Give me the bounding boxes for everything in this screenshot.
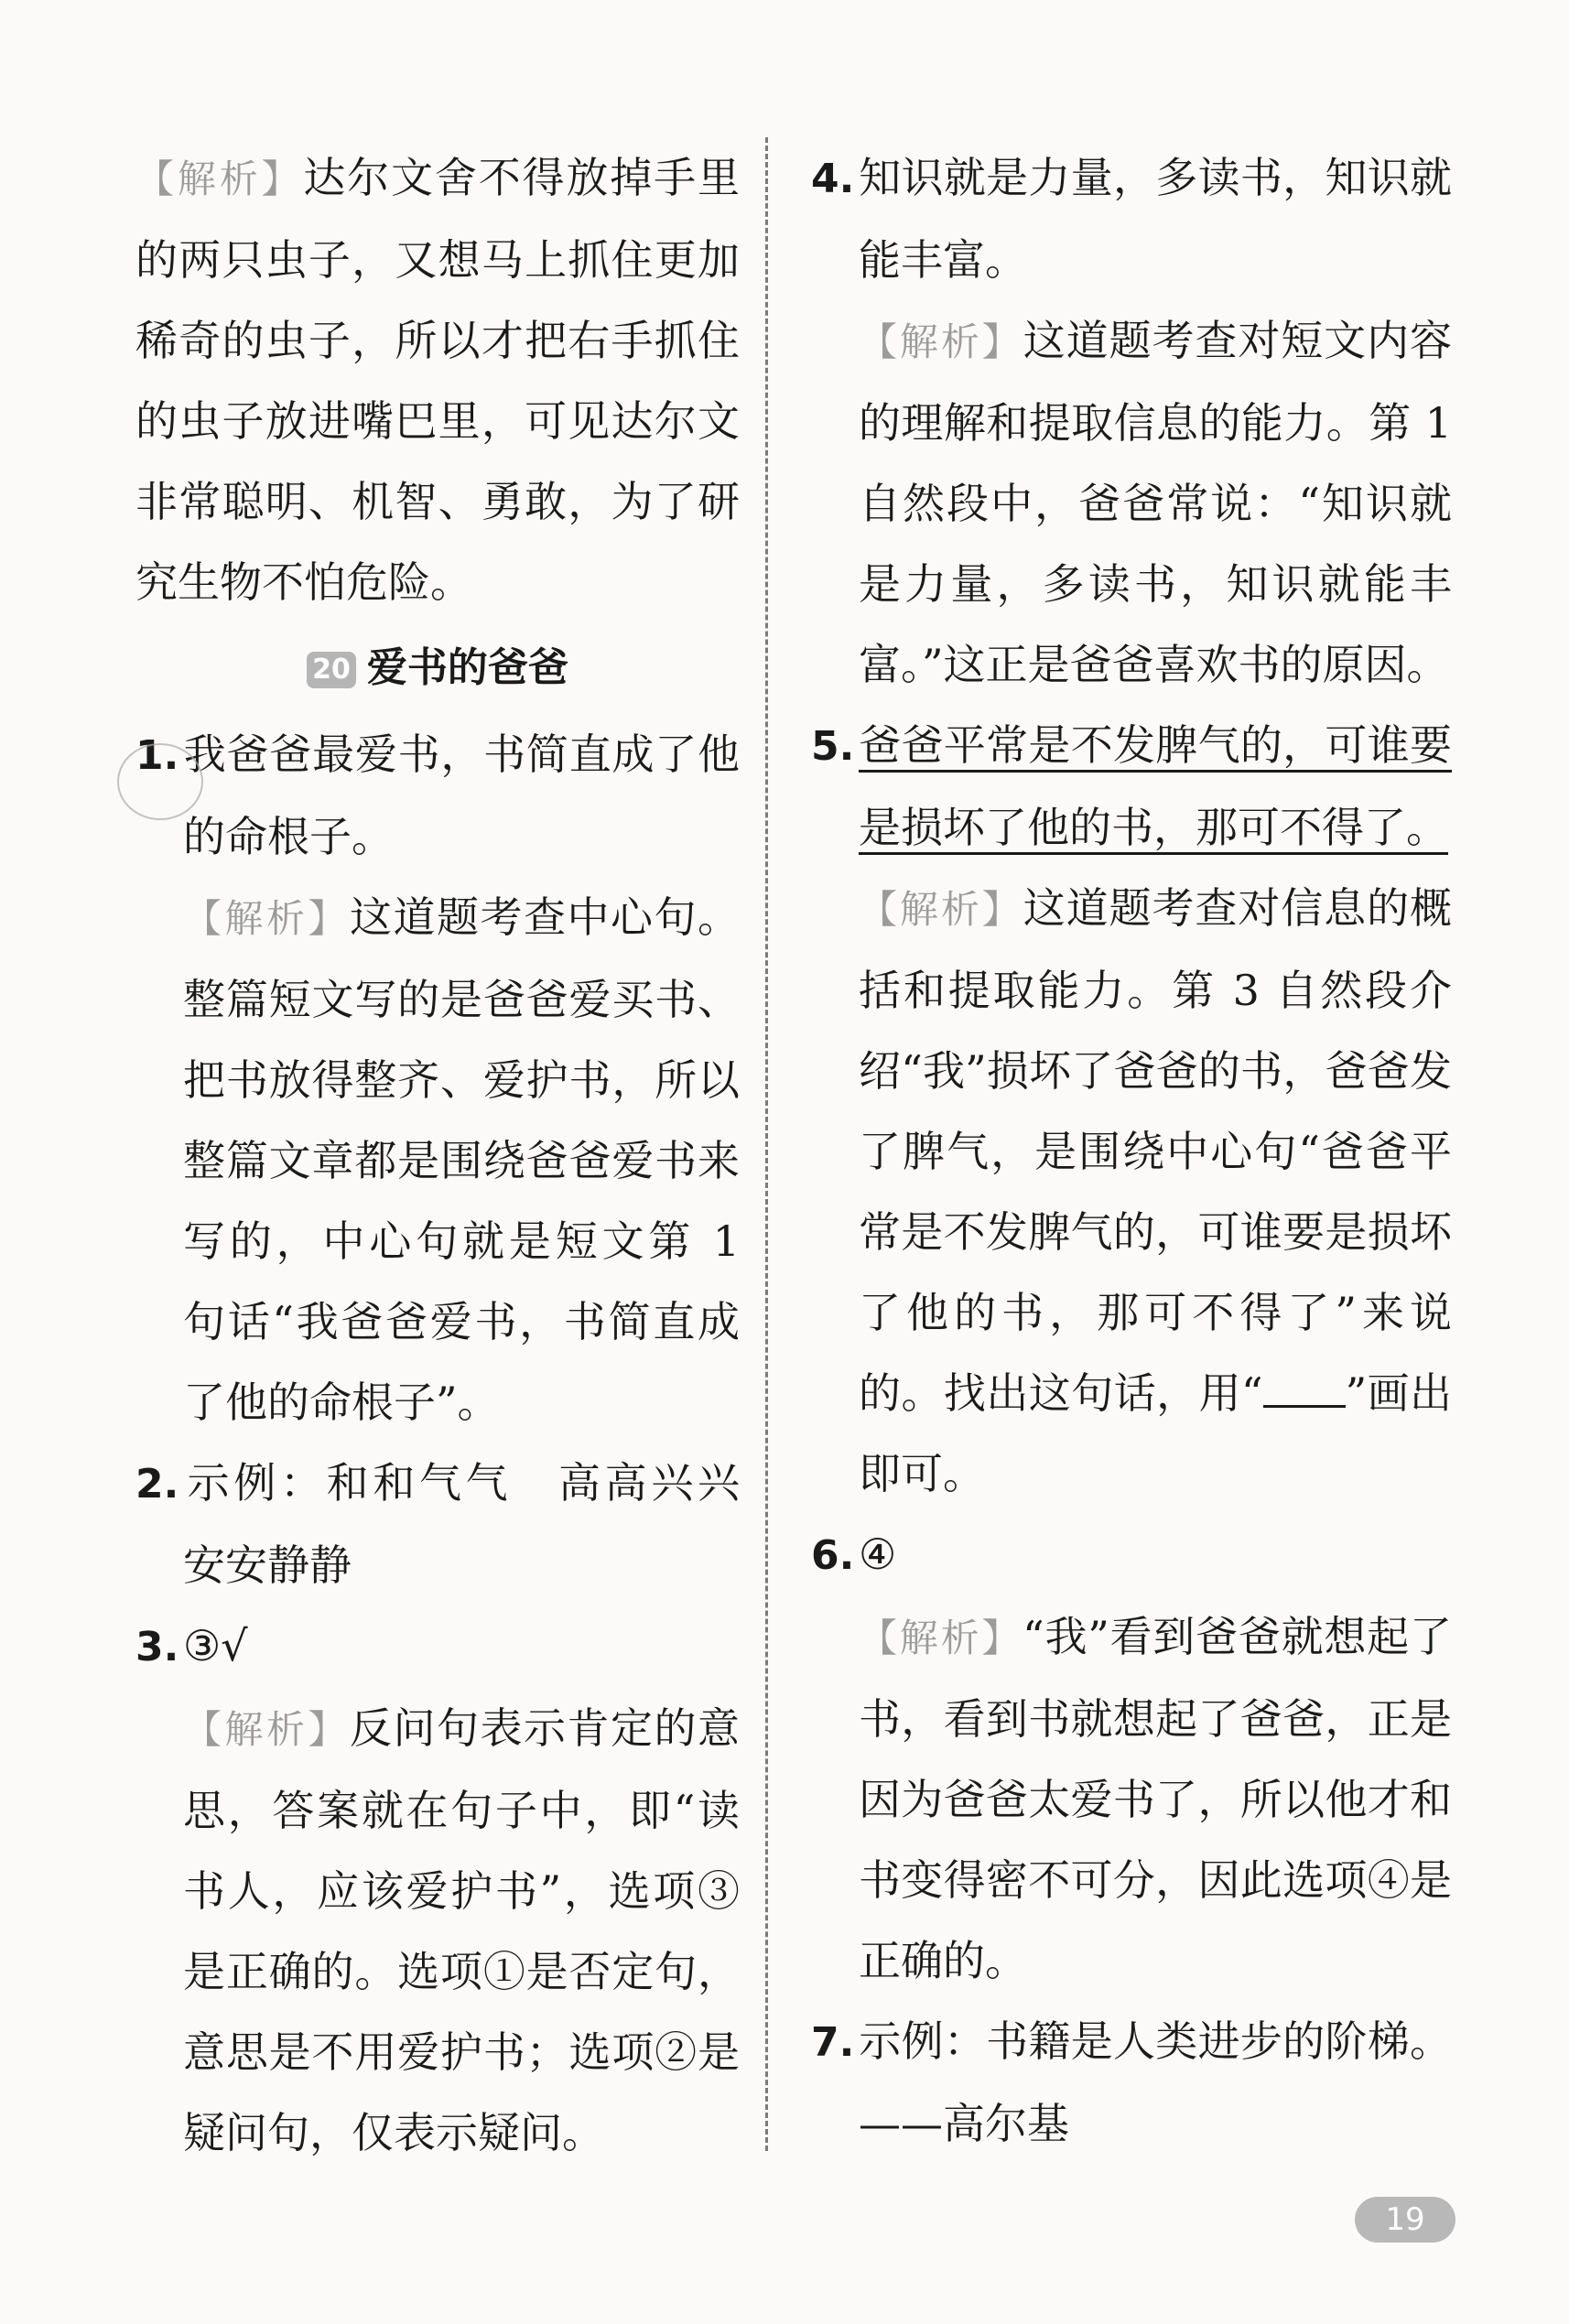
question-5 xyxy=(811,705,1452,868)
question-1 xyxy=(135,714,740,877)
question-number: 4. xyxy=(811,156,855,202)
column-divider xyxy=(765,137,768,2151)
stamp-mark xyxy=(117,743,203,820)
right-column xyxy=(811,137,1452,2164)
question-1-explanation xyxy=(135,877,740,1443)
analysis-tag: 【解析】 xyxy=(183,896,350,941)
left-column xyxy=(135,137,782,2173)
section-badge: 20 xyxy=(307,652,356,688)
question-7 xyxy=(811,2001,1452,2164)
blank-line xyxy=(1263,1368,1346,1408)
question-number: 2. xyxy=(135,1461,179,1508)
explanation-text: 这道题考查对短文内容的理解和提取信息的能力。第 1 自然段中，爸爸常说：“知识就是力量，多读书，知识就能丰富。”这正是爸爸喜欢书的原因。 xyxy=(859,316,1452,689)
explanation-text: “我”看到爸爸就想起了书，看到书就想起了爸爸，正是因为爸爸太爱书了，所以他才和书变得密不可分，因此选项④是正确的。 xyxy=(859,1612,1452,1985)
answer-text: ③√ xyxy=(183,1621,248,1670)
question-6-explanation xyxy=(811,1596,1452,2001)
question-number: 1. xyxy=(135,732,179,779)
answer-text: 知识就是力量，多读书，知识就能丰富。 xyxy=(859,153,1452,285)
analysis-tag: 【解析】 xyxy=(135,157,304,201)
question-4-explanation xyxy=(811,300,1452,705)
page-number: 19 xyxy=(1355,2197,1455,2243)
question-6 xyxy=(811,1514,1452,1596)
question-3-explanation xyxy=(135,1688,740,2173)
analysis-tag: 【解析】 xyxy=(859,887,1023,932)
question-number: 7. xyxy=(811,2019,855,2066)
explanation-text: 这道题考查对信息的概括和提取能力。第 3 自然段介绍“我”损坏了爸爸的书，爸爸发了脾气，是围绕中心句“爸爸平常是不发脾气的，可谁要是损坏了他的书，那可不得了”来说的。找出这句话，用“ xyxy=(859,883,1452,1418)
explanation-text: 反问句表示肯定的意思，答案就在句子中，即“读书人，应该爱护书”，选项③是正确的。选项①是否定句，意思是不用爱护书；选项②是疑问句，仅表示疑问。 xyxy=(183,1703,740,2157)
analysis-tag: 【解析】 xyxy=(183,1707,350,1752)
question-number: 3. xyxy=(135,1624,179,1670)
analysis-tag: 【解析】 xyxy=(859,319,1023,364)
question-4 xyxy=(811,137,1452,300)
answer-text: ④ xyxy=(859,1530,897,1579)
question-number: 5. xyxy=(811,723,855,770)
answer-text: 示例：书籍是人类进步的阶梯。——高尔基 xyxy=(859,2016,1452,2148)
answer-text: 我爸爸最爱书，书简直成了他的命根子。 xyxy=(183,730,740,861)
question-5-explanation xyxy=(811,868,1452,1514)
underlined-answer: 爸爸平常是不发脾气的，可谁要是损坏了他的书，那可不得了。 xyxy=(859,720,1452,855)
answer-text: 示例：和和气气 高高兴兴 安安静静 xyxy=(183,1458,782,1590)
explanation-text: 这道题考查中心句。整篇短文写的是爸爸爱买书、把书放得整齐、爱护书，所以整篇文章都是围绕爸爸爱书来写的，中心句就是短文第 1 句话“我爸爸爱书，书简直成了他的命根子”。 xyxy=(183,892,740,1427)
question-number: 6. xyxy=(811,1532,855,1579)
explanation-text-end: ”画出即可。 xyxy=(859,1368,1452,1498)
analysis-tag: 【解析】 xyxy=(859,1616,1023,1660)
question-3 xyxy=(135,1605,740,1688)
question-2 xyxy=(135,1443,782,1605)
intro-explanation xyxy=(135,137,740,622)
section-title xyxy=(135,622,740,714)
section-title-text: 爱书的爸爸 xyxy=(366,644,568,691)
intro-text: 达尔文舍不得放掉手里的两只虫子，又想马上抓住更加稀奇的虫子，所以才把右手抓住的虫子放进嘴巴里，可见达尔文非常聪明、机智、勇敢，为了研究生物不怕危险。 xyxy=(135,153,740,607)
